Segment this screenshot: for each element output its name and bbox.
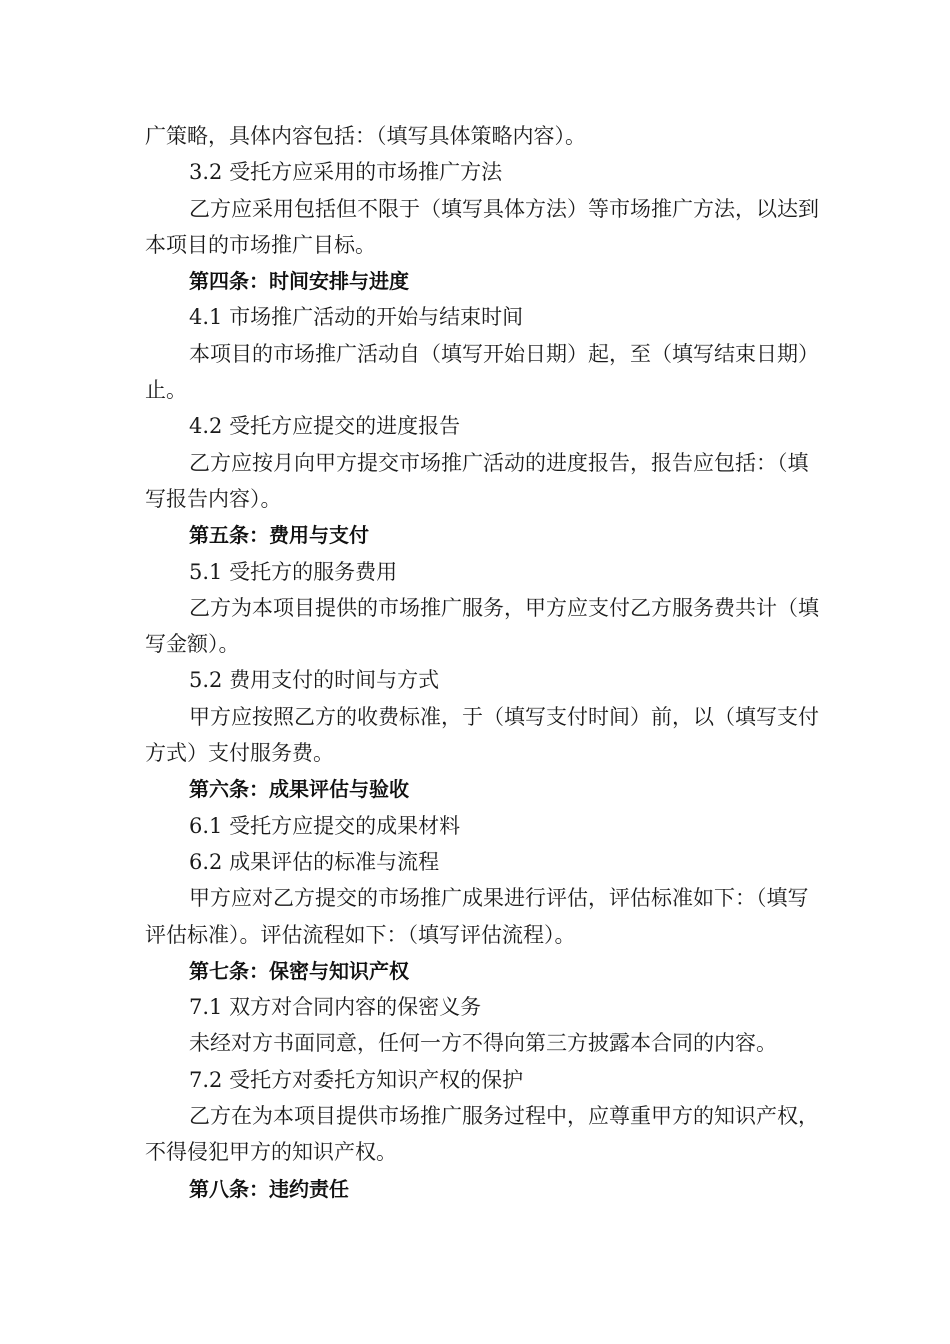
document-body [145, 118, 825, 1207]
article-heading: 第六条：成果评估与验收 [189, 777, 409, 802]
paragraph: 甲方应对乙方提交的市场推广成果进行评估，评估标准如下：（填写评估标准）。评估流程如下：（填写评估流程）。 [145, 886, 809, 947]
paragraph: 乙方应按月向甲方提交市场推广活动的进度报告，报告应包括：（填写报告内容）。 [145, 450, 809, 511]
subsection-title: 7.2 受托方对委托方知识产权的保护 [189, 1067, 524, 1092]
article-heading: 第七条：保密与知识产权 [189, 958, 409, 983]
subsection-title: 4.1 市场推广活动的开始与结束时间 [189, 305, 524, 330]
subsection-title: 5.1 受托方的服务费用 [189, 559, 398, 584]
subsection-title: 4.2 受托方应提交的进度报告 [189, 414, 461, 439]
paragraph: 乙方在为本项目提供市场推广服务过程中，应尊重甲方的知识产权，不得侵犯甲方的知识产权。 [145, 1104, 819, 1165]
paragraph: 乙方为本项目提供的市场推广服务，甲方应支付乙方服务费共计（填写金额）。 [145, 595, 819, 657]
paragraph: 未经对方书面同意，任何一方不得向第三方披露本合同的内容。 [189, 1031, 777, 1056]
article-heading: 第五条：费用与支付 [189, 523, 369, 548]
paragraph: 乙方应采用包括但不限于（填写具体方法）等市场推广方法，以达到本项目的市场推广目标。 [145, 196, 819, 257]
subsection-title: 7.1 双方对合同内容的保密义务 [189, 995, 482, 1020]
subsection-title: 5.2 费用支付的时间与方式 [189, 668, 440, 693]
paragraph: 甲方应按照乙方的收费标准，于（填写支付时间）前，以（填写支付方式）支付服务费。 [145, 704, 819, 766]
paragraph: 广策略，具体内容包括：（填写具体策略内容）。 [145, 124, 586, 148]
article-heading: 第八条：违约责任 [189, 1176, 349, 1201]
subsection-title: 3.2 受托方应采用的市场推广方法 [189, 160, 503, 185]
subsection-title: 6.2 成果评估的标准与流程 [189, 849, 440, 874]
article-heading: 第四条：时间安排与进度 [189, 269, 409, 294]
subsection-title: 6.1 受托方应提交的成果材料 [189, 813, 461, 838]
paragraph: 本项目的市场推广活动自（填写开始日期）起，至（填写结束日期）止。 [145, 341, 819, 403]
